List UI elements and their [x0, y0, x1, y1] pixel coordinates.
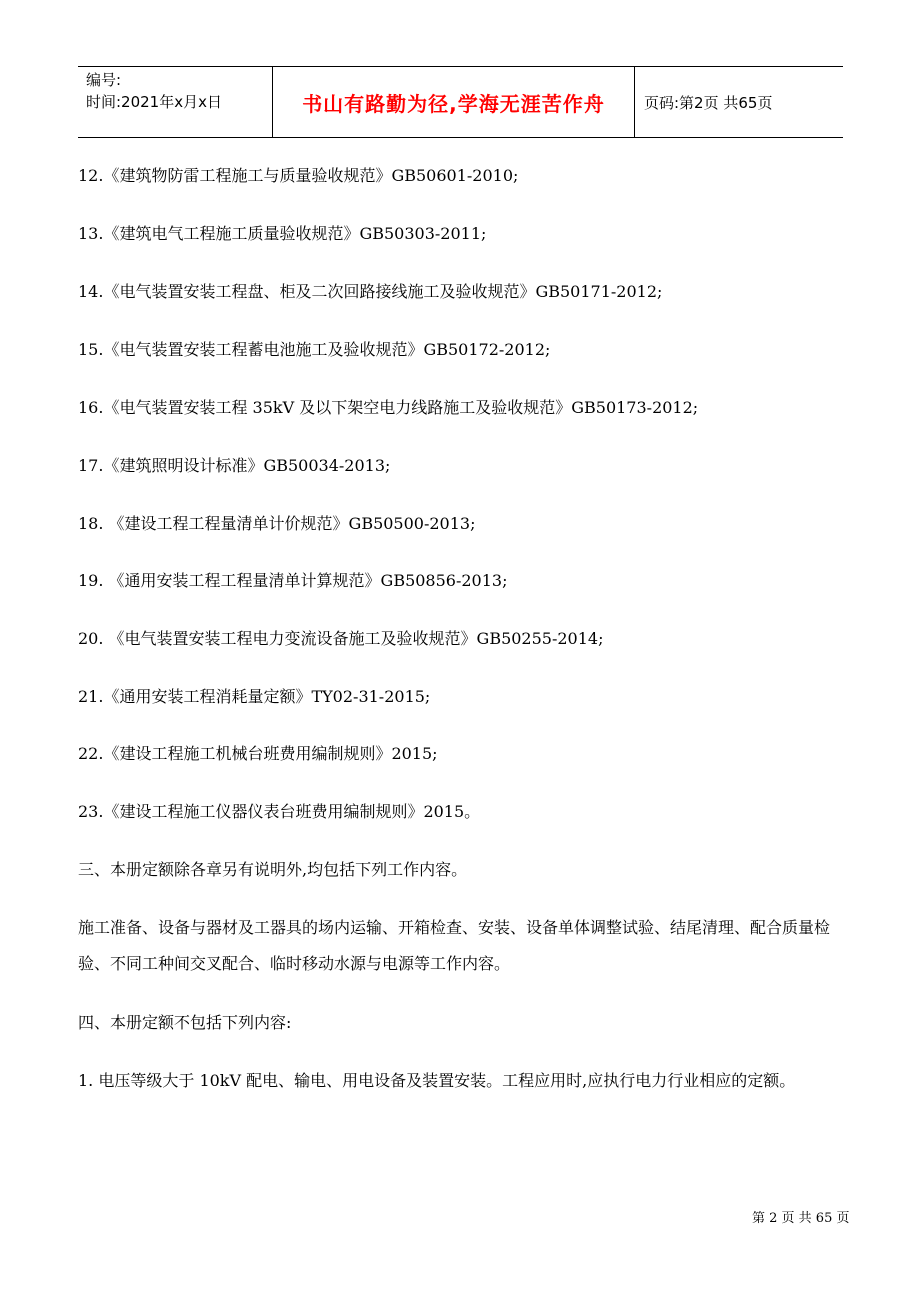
section3-heading: 三、本册定额除各章另有说明外,均包括下列工作内容。 [78, 860, 468, 879]
section3-body: 施工准备、设备与器材及工器具的场内运输、开箱检查、安装、设备单体调整试验、结尾清理、配合质量检验、不同工种间交叉配合、临时移动水源与电源等工作内容。 [78, 918, 831, 973]
section4-item1: 1. 电压等级大于 10kV 配电、输电、用电设备及装置安装。工程应用时,应执行电力行业相应的定额。 [78, 1071, 796, 1090]
standard-item-17: 17.《建筑照明设计标准》GB50034-2013; [78, 456, 391, 475]
standard-item-22: 22.《建设工程施工机械台班费用编制规则》2015; [78, 744, 438, 763]
page-line: 页码:第2页 共65页 [644, 93, 773, 112]
number-label: 编号: [86, 71, 122, 89]
standard-item-18: 18. 《建设工程工程量清单计价规范》GB50500-2013; [78, 514, 476, 533]
standard-item-16: 16.《电气装置安装工程 35kV 及以下架空电力线路施工及验收规范》GB50173-2012; [78, 398, 699, 417]
standard-item-23: 23.《建设工程施工仪器仪表台班费用编制规则》2015。 [78, 802, 481, 821]
section4-heading: 四、本册定额不包括下列内容: [78, 1013, 292, 1032]
standard-item-15: 15.《电气装置安装工程蓄电池施工及验收规范》GB50172-2012; [78, 340, 551, 359]
standard-item-21: 21.《通用安装工程消耗量定额》TY02-31-2015; [78, 687, 431, 706]
page-header [78, 66, 843, 138]
standard-item-20: 20. 《电气装置安装工程电力变流设备施工及验收规范》GB50255-2014; [78, 629, 604, 648]
header-slogan: 书山有路勤为径,学海无涯苦作舟 [272, 67, 635, 137]
page-footer: 第 2 页 共 65 页 [752, 1211, 850, 1226]
standard-item-13: 13.《建筑电气工程施工质量验收规范》GB50303-2011; [78, 224, 487, 243]
header-left [78, 67, 272, 137]
time-line: 时间:2021年x月x日 [86, 93, 222, 111]
standard-item-14: 14.《电气装置安装工程盘、柜及二次回路接线施工及验收规范》GB50171-2012; [78, 282, 663, 301]
header-right [634, 67, 843, 137]
standard-item-12: 12.《建筑物防雷工程施工与质量验收规范》GB50601-2010; [78, 166, 519, 185]
standard-item-19: 19. 《通用安装工程工程量清单计算规范》GB50856-2013; [78, 571, 508, 590]
